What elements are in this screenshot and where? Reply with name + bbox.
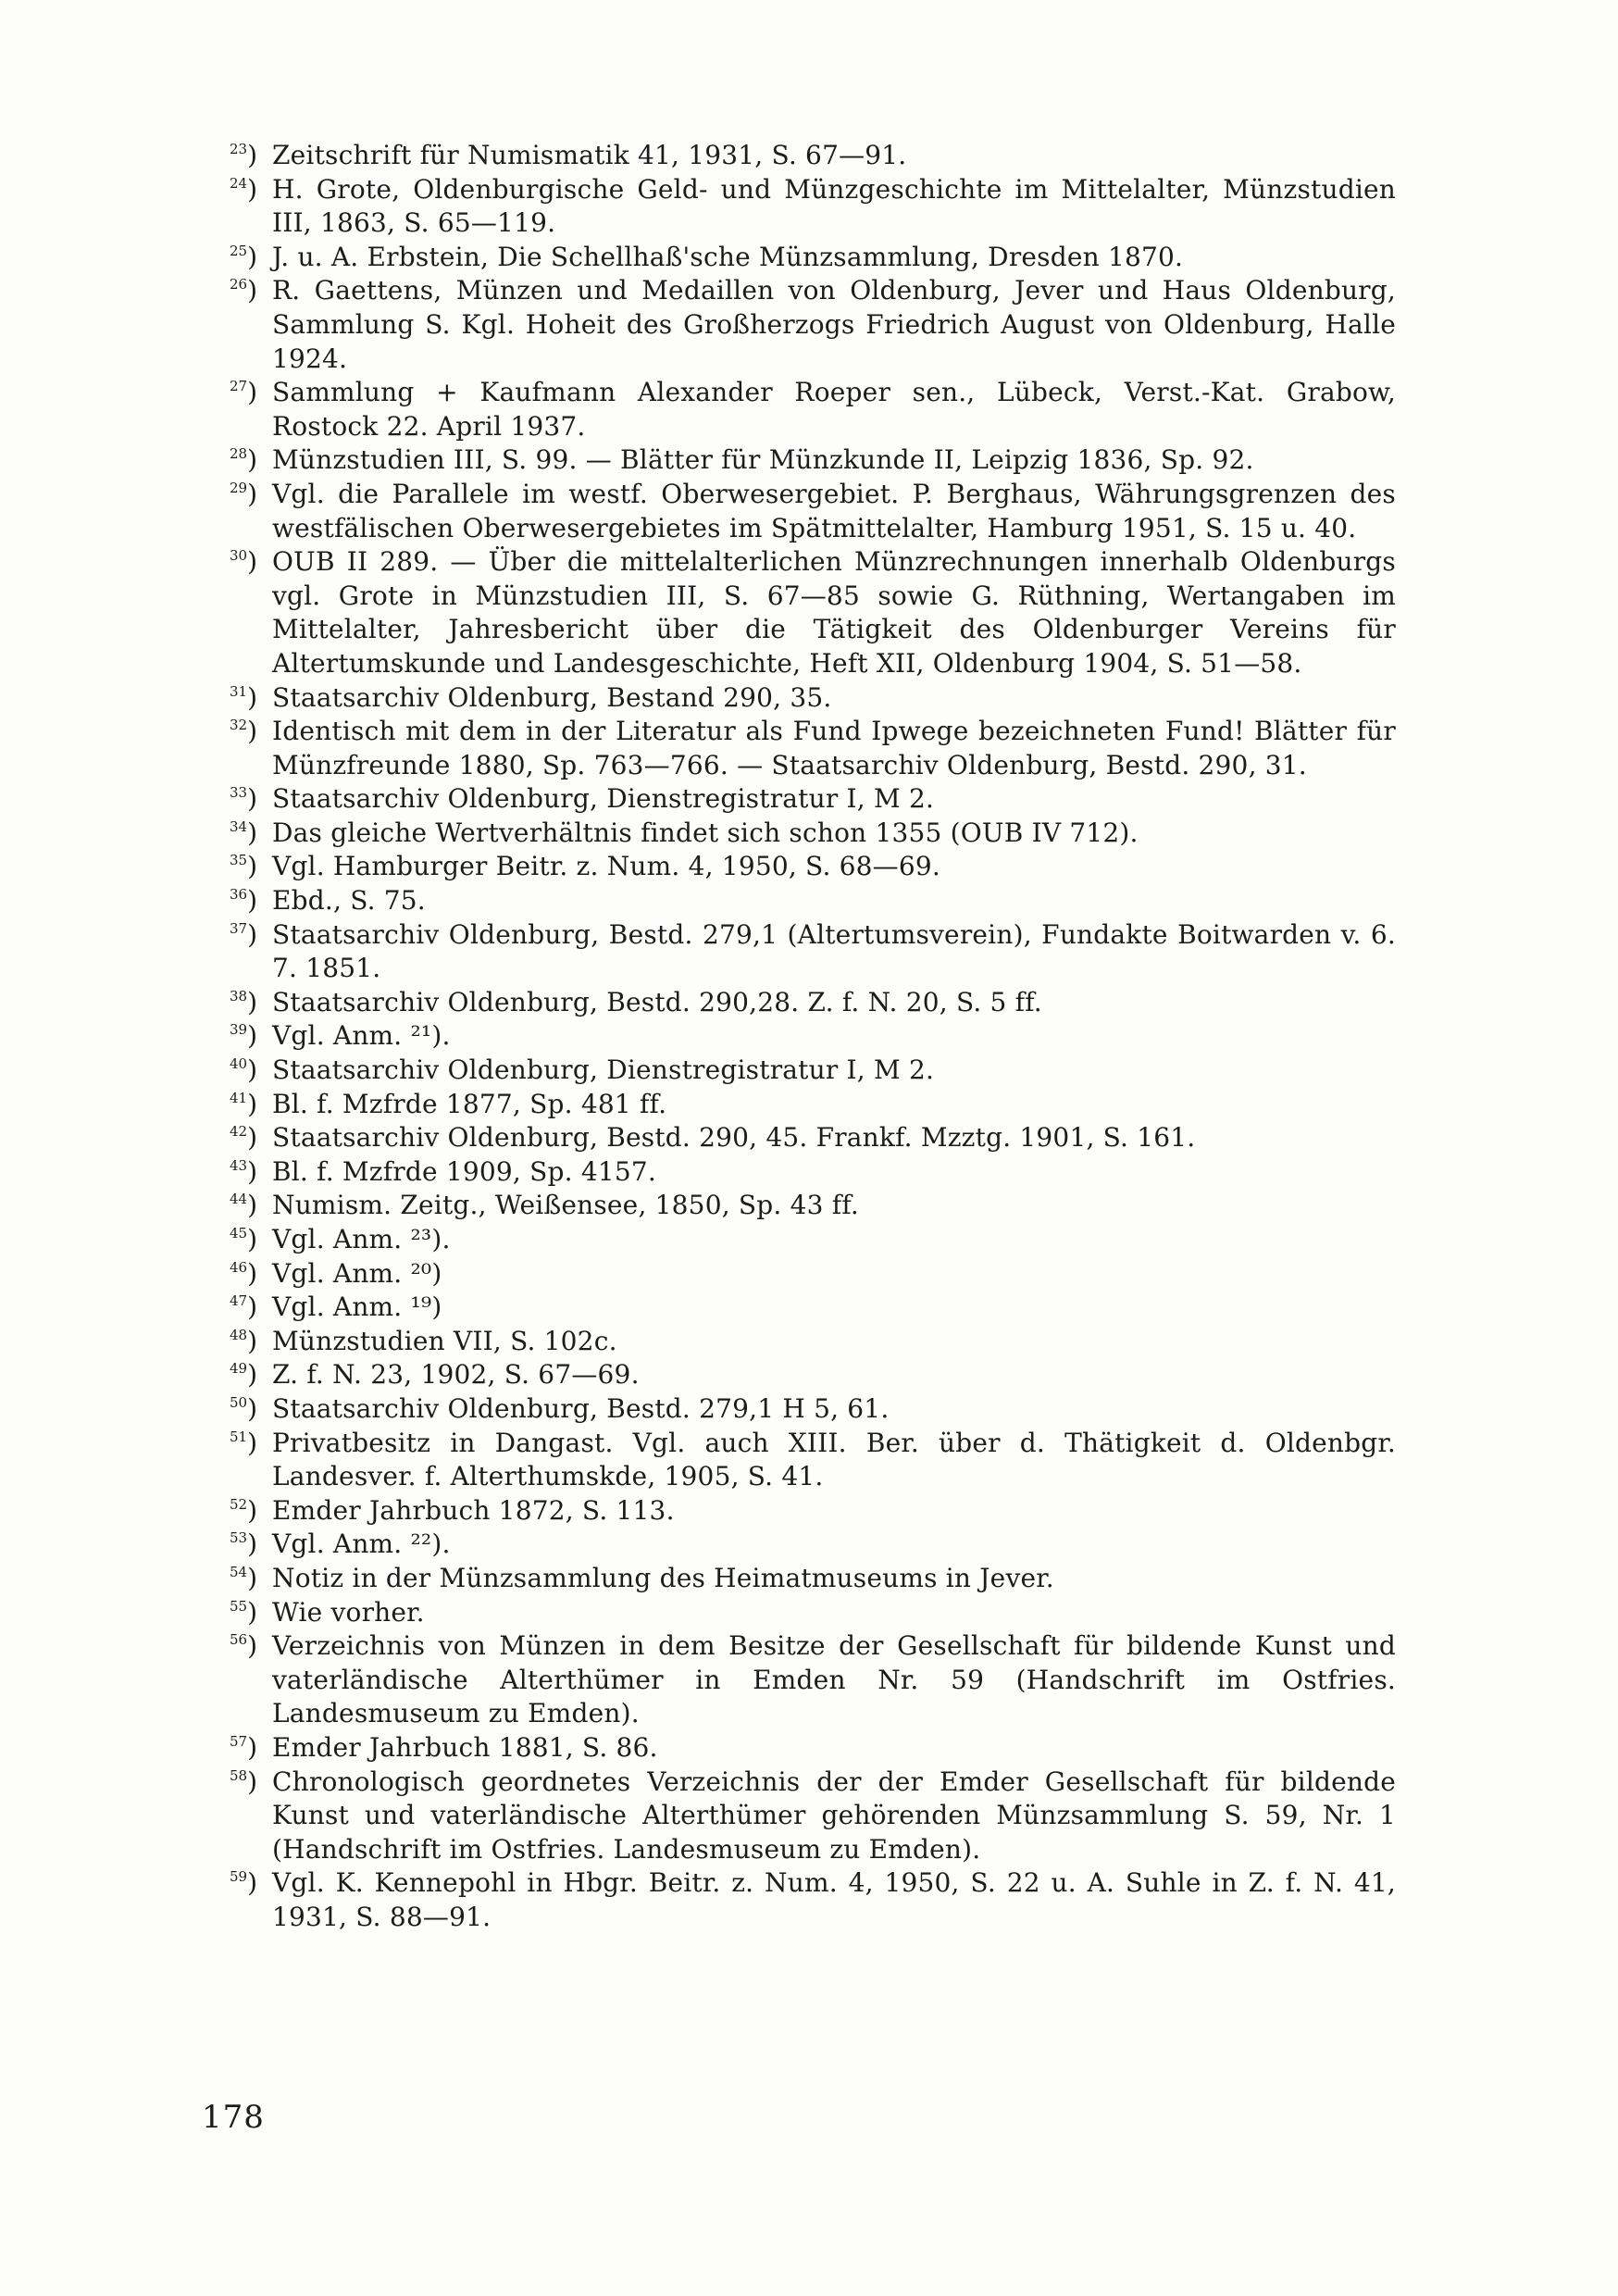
footnote-text: Vgl. K. Kennepohl in Hbgr. Beitr. z. Num. 4, 1950, S. 22 u. A. Suhle in Z. f. N. 41, 1931, S. 88—91. bbox=[272, 1867, 1396, 1932]
footnote-number: $^{57}$) bbox=[230, 1731, 258, 1763]
footnote-number: $^{32}$) bbox=[230, 716, 258, 747]
footnotes-list bbox=[230, 139, 1396, 1934]
footnote-text: Staatsarchiv Oldenburg, Dienstregistratur I, M 2. bbox=[272, 1054, 935, 1086]
footnote bbox=[230, 1427, 1396, 1494]
footnote-text: Staatsarchiv Oldenburg, Bestd. 290, 45. Frankf. Mzztg. 1901, S. 161. bbox=[272, 1122, 1196, 1154]
footnote-number: $^{45}$) bbox=[230, 1224, 258, 1254]
footnote-number-value: 40 bbox=[230, 1055, 248, 1073]
footnote bbox=[230, 1392, 1396, 1427]
footnote-number: $^{54}$) bbox=[230, 1562, 258, 1593]
footnote-number-value: 56 bbox=[230, 1631, 248, 1649]
footnote-number-value: 27 bbox=[230, 378, 248, 395]
footnote-text: Z. f. N. 23, 1902, S. 67—69. bbox=[272, 1359, 640, 1391]
footnote-number: $^{58}$) bbox=[230, 1766, 258, 1797]
footnote-number: $^{42}$) bbox=[230, 1122, 258, 1154]
footnote bbox=[230, 1121, 1396, 1155]
footnote-text: Vgl. Anm. ²²). bbox=[272, 1529, 451, 1560]
footnote-text: Münzstudien III, S. 99. — Blätter für Münzkunde II, Leipzig 1836, Sp. 92. bbox=[272, 444, 1254, 476]
footnote bbox=[230, 478, 1396, 545]
footnote-number-value: 24 bbox=[230, 174, 248, 192]
footnote bbox=[230, 1019, 1396, 1054]
footnote bbox=[230, 1629, 1396, 1731]
footnote-number: $^{56}$) bbox=[230, 1630, 258, 1662]
footnote bbox=[230, 1088, 1396, 1122]
footnote bbox=[230, 1766, 1396, 1867]
footnote-text: Vgl. Anm. ²¹). bbox=[272, 1020, 451, 1052]
footnote bbox=[230, 1596, 1396, 1630]
footnote-number-value: 48 bbox=[230, 1326, 248, 1343]
footnote-number: $^{25}$) bbox=[230, 241, 258, 272]
footnote bbox=[230, 1257, 1396, 1292]
footnote-number-value: 58 bbox=[230, 1766, 248, 1784]
footnote-text: Wie vorher. bbox=[272, 1596, 425, 1628]
footnote-text: Bl. f. Mzfrde 1909, Sp. 4157. bbox=[272, 1155, 656, 1187]
footnote-text: Numism. Zeitg., Weißensee, 1850, Sp. 43 ff. bbox=[272, 1190, 859, 1221]
footnote-number: $^{31}$) bbox=[230, 681, 258, 713]
footnote-number-value: 32 bbox=[230, 717, 248, 734]
footnote-number-value: 37 bbox=[230, 919, 248, 937]
footnote-number-value: 51 bbox=[230, 1428, 248, 1445]
footnote-number-value: 31 bbox=[230, 682, 248, 700]
footnote bbox=[230, 817, 1396, 851]
footnote-text: Vgl. Anm. ²⁰) bbox=[272, 1257, 442, 1289]
footnote bbox=[230, 1358, 1396, 1392]
footnote-text: Verzeichnis von Münzen in dem Besitze der Gesellschaft für bildende Kunst und vaterländische Alterthümer in Emden Nr. 59 (Handschrift im Ostfries. Landesmuseum zu Emden). bbox=[272, 1630, 1396, 1729]
footnote-text: Identisch mit dem in der Literatur als Fund Ipwege bezeichneten Fund! Blätter für Münzfreunde 1880, Sp. 763—766. — Staatsarchiv Oldenburg, Bestd. 290, 31. bbox=[272, 716, 1396, 780]
footnote-number: $^{52}$) bbox=[230, 1494, 258, 1526]
footnote-number-value: 44 bbox=[230, 1191, 248, 1208]
footnote-number: $^{37}$) bbox=[230, 918, 258, 950]
footnote-number: $^{53}$) bbox=[230, 1529, 258, 1560]
footnote-text: Zeitschrift für Numismatik 41, 1931, S. 67—91. bbox=[272, 140, 907, 170]
footnote-number: $^{50}$) bbox=[230, 1392, 258, 1424]
footnote-number-value: 30 bbox=[230, 547, 248, 565]
footnote-number: $^{24}$) bbox=[230, 173, 258, 205]
footnote bbox=[230, 274, 1396, 376]
footnote-number-value: 42 bbox=[230, 1123, 248, 1141]
footnote bbox=[230, 173, 1396, 241]
footnote-text: Staatsarchiv Oldenburg, Bestd. 279,1 H 5, 61. bbox=[272, 1392, 890, 1424]
footnote bbox=[230, 884, 1396, 918]
footnote-number: $^{43}$) bbox=[230, 1155, 258, 1187]
footnote-number: $^{34}$) bbox=[230, 817, 258, 848]
footnote-text: Emder Jahrbuch 1881, S. 86. bbox=[272, 1731, 658, 1763]
footnote-number-value: 39 bbox=[230, 1021, 248, 1039]
footnote-number: $^{23}$) bbox=[230, 140, 258, 170]
footnote-number: $^{36}$) bbox=[230, 885, 258, 917]
footnote-number: $^{28}$) bbox=[230, 444, 258, 476]
footnote-number-value: 50 bbox=[230, 1393, 248, 1411]
footnote-text: Sammlung + Kaufmann Alexander Roeper sen., Lübeck, Verst.-Kat. Grabow, Rostock 22. April 1937. bbox=[272, 377, 1396, 442]
footnote-number-value: 55 bbox=[230, 1597, 248, 1615]
footnote bbox=[230, 139, 1396, 173]
footnote-text: Bl. f. Mzfrde 1877, Sp. 481 ff. bbox=[272, 1088, 667, 1119]
footnote bbox=[230, 443, 1396, 478]
footnote-number-value: 54 bbox=[230, 1563, 248, 1580]
footnote-number: $^{29}$) bbox=[230, 478, 258, 509]
footnote bbox=[230, 1291, 1396, 1325]
footnote-number: $^{33}$) bbox=[230, 783, 258, 815]
footnote bbox=[230, 1155, 1396, 1190]
footnote-number: $^{40}$) bbox=[230, 1054, 258, 1086]
footnote-number: $^{41}$) bbox=[230, 1088, 258, 1119]
footnote-text: Staatsarchiv Oldenburg, Bestd. 279,1 (Altertumsverein), Fundakte Boitwarden v. 6. 7. 1851. bbox=[272, 918, 1396, 984]
footnote-number-value: 46 bbox=[230, 1258, 248, 1276]
page-number: 178 bbox=[202, 2099, 265, 2136]
footnote-number-value: 43 bbox=[230, 1156, 248, 1174]
footnote-number-value: 59 bbox=[230, 1868, 248, 1886]
footnote bbox=[230, 545, 1396, 680]
footnote-number-value: 35 bbox=[230, 852, 248, 869]
footnote-number: $^{27}$) bbox=[230, 377, 258, 408]
footnote-number-value: 29 bbox=[230, 479, 248, 496]
footnote-text: OUB II 289. — Über die mittelalterlichen Münzrechnungen innerhalb Oldenburgs vgl. Grote in Münzstudien III, S. 67—85 sowie G. Rüthning, Wertangaben im Mittelalter, Jahresbericht über die Tätigkeit des Oldenburger Vereins für Altertumskunde und Landesgeschichte, Heft XII, Oldenburg 1904, S. 51—58. bbox=[272, 546, 1396, 679]
footnote bbox=[230, 1325, 1396, 1359]
footnote-text: R. Gaettens, Münzen und Medaillen von Oldenburg, Jever und Haus Oldenburg, Sammlung S. Kgl. Hoheit des Großherzogs Friedrich August von Oldenburg, Halle 1924. bbox=[272, 275, 1396, 374]
footnote-text: Staatsarchiv Oldenburg, Bestd. 290,28. Z. f. N. 20, S. 5 ff. bbox=[272, 986, 1042, 1017]
footnote bbox=[230, 1731, 1396, 1766]
footnote-number: $^{44}$) bbox=[230, 1190, 258, 1221]
footnote-number-value: 49 bbox=[230, 1360, 248, 1378]
footnote-text: Staatsarchiv Oldenburg, Dienstregistratur I, M 2. bbox=[272, 783, 935, 815]
footnote-number: $^{55}$) bbox=[230, 1596, 258, 1628]
footnote bbox=[230, 681, 1396, 716]
footnote-number-value: 36 bbox=[230, 886, 248, 904]
footnote-number: $^{39}$) bbox=[230, 1020, 258, 1052]
footnote bbox=[230, 850, 1396, 884]
footnote-number: $^{26}$) bbox=[230, 275, 258, 306]
footnote-number-value: 45 bbox=[230, 1225, 248, 1242]
footnote bbox=[230, 986, 1396, 1020]
footnote-number-value: 52 bbox=[230, 1495, 248, 1513]
footnote-number: $^{38}$) bbox=[230, 986, 258, 1017]
footnote-number-value: 47 bbox=[230, 1292, 248, 1310]
footnote-number-value: 23 bbox=[230, 141, 248, 157]
footnote-number-value: 57 bbox=[230, 1732, 248, 1750]
footnote-number-value: 34 bbox=[230, 817, 248, 835]
footnote bbox=[230, 782, 1396, 817]
footnote-text: J. u. A. Erbstein, Die Schellhaß'sche Münzsammlung, Dresden 1870. bbox=[272, 241, 1184, 272]
footnote bbox=[230, 1562, 1396, 1596]
footnote-number: $^{46}$) bbox=[230, 1257, 258, 1289]
footnote bbox=[230, 1866, 1396, 1934]
footnote bbox=[230, 1223, 1396, 1257]
footnote-number-value: 38 bbox=[230, 987, 248, 1004]
footnote-number-value: 26 bbox=[230, 276, 248, 293]
footnote bbox=[230, 715, 1396, 782]
footnote-number: $^{48}$) bbox=[230, 1325, 258, 1356]
footnote bbox=[230, 376, 1396, 443]
footnote-text: Vgl. Anm. ¹⁹) bbox=[272, 1292, 442, 1323]
footnote-number-value: 25 bbox=[230, 242, 248, 259]
footnote-number: $^{59}$) bbox=[230, 1867, 258, 1899]
footnote-number: $^{51}$) bbox=[230, 1427, 258, 1458]
footnote-number-value: 28 bbox=[230, 445, 248, 463]
footnote-text: Vgl. die Parallele im westf. Oberwesergebiet. P. Berghaus, Währungsgrenzen des westfälischen Oberwesergebietes im Spätmittelalter, Hamburg 1951, S. 15 u. 40. bbox=[272, 478, 1396, 543]
footnote-text: Staatsarchiv Oldenburg, Bestand 290, 35. bbox=[272, 681, 832, 713]
footnote bbox=[230, 1528, 1396, 1562]
footnote-text: H. Grote, Oldenburgische Geld- und Münzgeschichte im Mittelalter, Münzstudien III, 1863, S. 65—119. bbox=[272, 173, 1396, 239]
footnote-number: $^{47}$) bbox=[230, 1292, 258, 1323]
footnote-number-value: 41 bbox=[230, 1089, 248, 1106]
footnote bbox=[230, 1494, 1396, 1529]
footnote bbox=[230, 241, 1396, 275]
footnote-number: $^{35}$) bbox=[230, 851, 258, 882]
footnote-text: Emder Jahrbuch 1872, S. 113. bbox=[272, 1494, 675, 1526]
footnote-text: Vgl. Anm. ²³). bbox=[272, 1224, 451, 1254]
footnote-number: $^{30}$) bbox=[230, 546, 258, 578]
footnote-text: Münzstudien VII, S. 102c. bbox=[272, 1325, 617, 1356]
footnote-number-value: 53 bbox=[230, 1529, 248, 1547]
footnote-text: Vgl. Hamburger Beitr. z. Num. 4, 1950, S. 68—69. bbox=[272, 851, 941, 882]
footnote-text: Das gleiche Wertverhältnis findet sich schon 1355 (OUB IV 712). bbox=[272, 817, 1139, 848]
footnote-text: Notiz in der Münzsammlung des Heimatmuseums in Jever. bbox=[272, 1562, 1054, 1593]
footnote-number-value: 33 bbox=[230, 784, 248, 802]
footnote-text: Privatbesitz in Dangast. Vgl. auch XIII. Ber. über d. Thätigkeit d. Oldenbgr. Landesver. f. Alterthumskde, 1905, S. 41. bbox=[272, 1427, 1396, 1492]
footnote bbox=[230, 1189, 1396, 1223]
footnote-text: Ebd., S. 75. bbox=[272, 885, 426, 917]
footnote-number: $^{49}$) bbox=[230, 1359, 258, 1391]
footnote bbox=[230, 918, 1396, 986]
footnote bbox=[230, 1054, 1396, 1088]
footnote-text: Chronologisch geordnetes Verzeichnis der der Emder Gesellschaft für bildende Kunst und vaterländische Alterthümer gehörenden Münzsammlung S. 59, Nr. 1 (Handschrift im Ostfries. Landesmuseum zu Emden). bbox=[272, 1766, 1396, 1865]
